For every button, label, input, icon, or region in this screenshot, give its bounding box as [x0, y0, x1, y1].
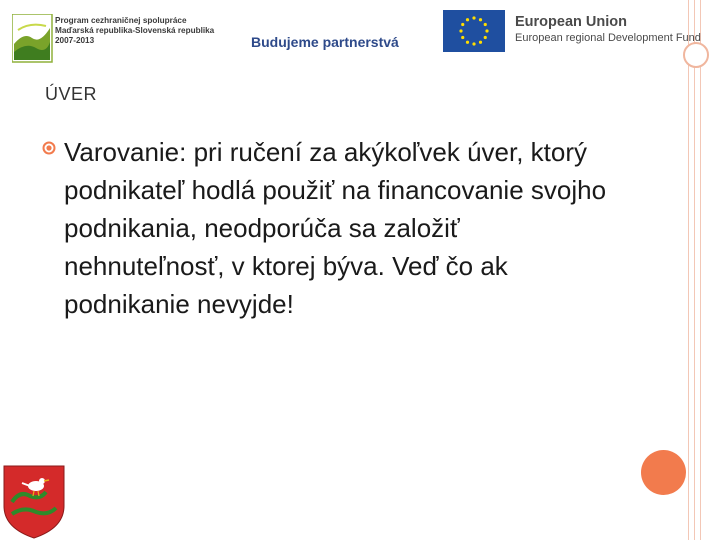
slide-title: ÚVER — [45, 84, 98, 104]
eu-star — [484, 36, 487, 39]
partnership-slogan: Budujeme partnerstvá — [251, 34, 399, 50]
eu-star — [472, 16, 475, 19]
right-border-line-3 — [700, 0, 701, 540]
eu-star — [459, 29, 462, 32]
eu-star — [484, 23, 487, 26]
bullet-icon — [42, 141, 56, 155]
programme-text — [55, 16, 214, 46]
right-border-line-1 — [688, 0, 689, 540]
eu-star — [479, 41, 482, 44]
eu-star — [479, 18, 482, 21]
eu-star — [466, 41, 469, 44]
programme-line-3: 2007-2013 — [55, 36, 95, 45]
eu-subtitle: European regional Development Fund — [515, 32, 701, 44]
bullet-item — [42, 133, 622, 323]
eu-star — [485, 29, 488, 32]
eu-star — [466, 18, 469, 21]
programme-line-1: Program cezhraničnej spolupráce — [55, 16, 187, 25]
programme-line-2: Maďarská republika-Slovenská republika — [55, 26, 215, 35]
bullet-text: Varovanie: pri ručení za akýkoľvek úver, ktorý podnikateľ hodlá použiť na financovanie svojho podnikania, neodporúča sa založiť nehnuteľnosť, v ktorej býva. Veď čo ak podnikanie nevyjde! — [64, 137, 607, 319]
decorative-circle-large — [641, 450, 686, 495]
decorative-circle-small — [683, 42, 709, 68]
eu-star — [461, 36, 464, 39]
coat-of-arms-icon — [0, 462, 68, 540]
eu-title: European Union — [515, 14, 627, 30]
eu-star — [472, 42, 475, 45]
eu-flag-icon — [443, 10, 505, 52]
right-border-line-2 — [694, 0, 695, 540]
eu-star — [461, 23, 464, 26]
